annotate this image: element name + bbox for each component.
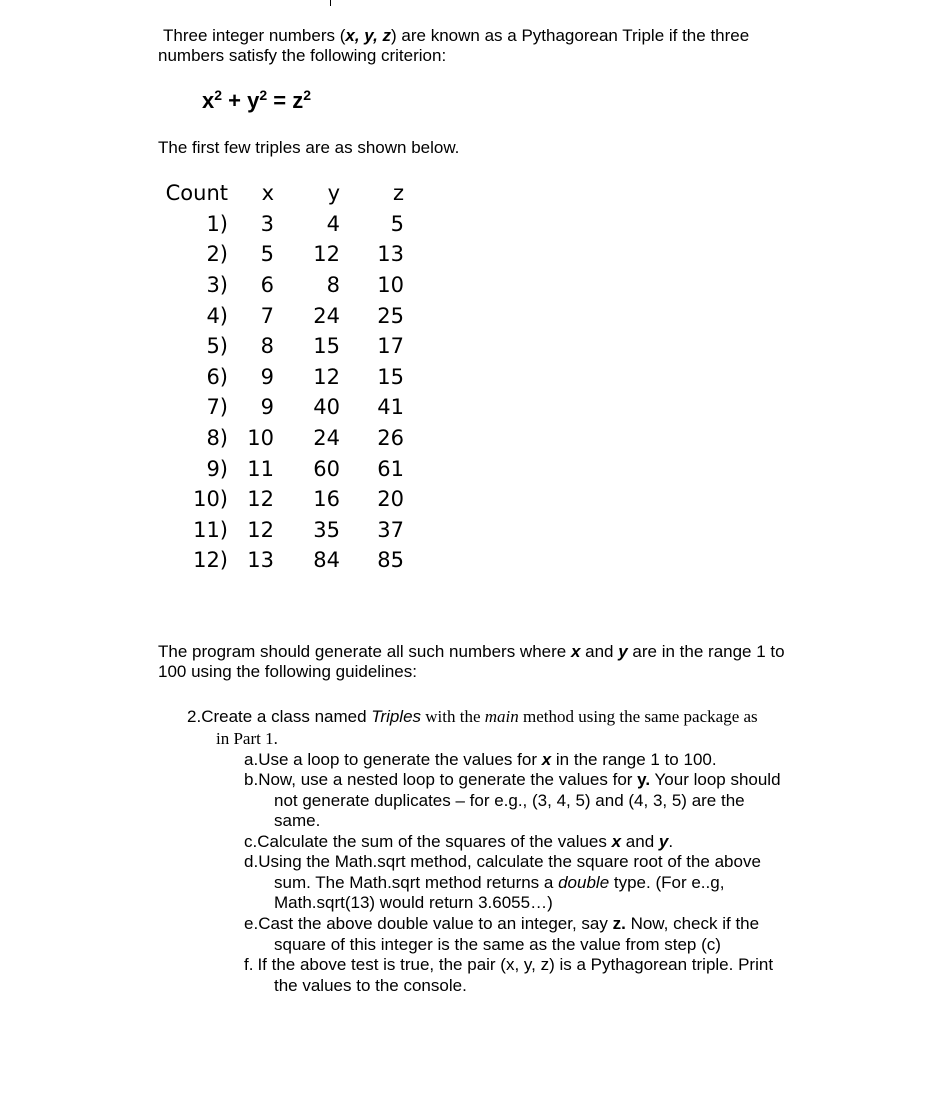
list-item-d: d.Using the Math.sqrt method, calculate the square root of the above sum. The Math.sqrt method returns a double type. (For e..g, Math.sqrt(13) would return 3.6055…) (244, 852, 761, 913)
cell-count: 6) (206, 364, 228, 389)
table-row (158, 239, 404, 270)
cell-z: 10 (377, 273, 404, 298)
cell-z: 37 (377, 517, 404, 542)
cell-count: 5) (206, 334, 228, 359)
cell-y: 16 (313, 487, 340, 512)
cell-y: 8 (326, 273, 340, 298)
table-row (158, 515, 404, 546)
cell-x: 8 (260, 334, 274, 359)
cell-x: 5 (260, 242, 274, 267)
table-row (158, 331, 404, 362)
cell-x: 10 (247, 426, 274, 451)
cell-z: 25 (377, 303, 404, 328)
intro-vars: x, y, z (345, 26, 392, 45)
cell-z: 20 (377, 487, 404, 512)
cell-y: 60 (313, 456, 340, 481)
cell-y: 84 (313, 548, 340, 573)
cell-count: 3) (206, 273, 228, 298)
intro-line-2: numbers satisfy the following criterion: (158, 46, 447, 65)
cell-z: 85 (377, 548, 404, 573)
col-header-y: y (327, 181, 340, 206)
cell-z: 41 (377, 395, 404, 420)
table-row (158, 453, 404, 484)
cell-y: 15 (313, 334, 340, 359)
cell-x: 12 (247, 487, 274, 512)
list-item-b: b.Now, use a nested loop to generate the values for y. Your loop should not generate duplicates – for e.g., (3, 4, 5) and (4, 3, 5) are the same. (244, 770, 781, 831)
col-header-count: Count (165, 181, 228, 206)
cell-x: 9 (260, 395, 274, 420)
table-row (158, 484, 404, 515)
table-row (158, 300, 404, 331)
cell-x: 7 (260, 303, 274, 328)
cell-count: 4) (206, 303, 228, 328)
cell-y: 12 (313, 242, 340, 267)
step-2-line-1: 2.Create a class named Triples with the main method using the same package as (187, 707, 758, 726)
cell-count: 9) (206, 456, 228, 481)
cell-x: 6 (260, 273, 274, 298)
table-row (158, 423, 404, 454)
cell-y: 12 (313, 364, 340, 389)
cell-y: 35 (313, 517, 340, 542)
list-item-f: f. If the above test is true, the pair (x, y, z) is a Pythagorean triple. Print the values to the console. (244, 955, 774, 995)
intro-line-1: Three integer numbers (x, y, z) are known as a Pythagorean Triple if the three (163, 26, 750, 45)
table-row (158, 270, 404, 301)
cell-x: 11 (247, 456, 274, 481)
cell-x: 3 (260, 211, 274, 236)
cell-y: 4 (326, 211, 340, 236)
table-row (158, 362, 404, 393)
cell-z: 61 (377, 456, 404, 481)
list-item-c: c.Calculate the sum of the squares of the values x and y. (244, 832, 674, 851)
table-row (158, 209, 404, 240)
table-row (158, 545, 404, 576)
col-header-z: z (392, 181, 404, 206)
page-edge-mark (330, 0, 331, 6)
cell-z: 26 (377, 426, 404, 451)
list-item-a: a.Use a loop to generate the values for x in the range 1 to 100. (244, 750, 717, 769)
program-line-2: 100 using the following guidelines: (158, 662, 417, 681)
cell-count: 2) (206, 242, 228, 267)
program-line-1: The program should generate all such numbers where x and y are in the range 1 to (158, 642, 785, 661)
cell-z: 5 (390, 211, 404, 236)
list-item-e: e.Cast the above double value to an integer, say z. Now, check if the square of this integer is the same as the value from step (c) (244, 914, 760, 954)
cell-count: 1) (206, 211, 228, 236)
table-intro: The first few triples are as shown below. (158, 138, 460, 157)
cell-y: 24 (313, 303, 340, 328)
triples-table (158, 178, 404, 576)
cell-count: 11) (193, 517, 228, 542)
cell-y: 40 (313, 395, 340, 420)
pythagorean-equation: $x^2 + y^2 = z^2$ (202, 87, 312, 113)
col-header-x: x (261, 181, 274, 206)
cell-x: 9 (260, 364, 274, 389)
step-2-line-2: in Part 1. (216, 729, 278, 748)
table-row (158, 392, 404, 423)
cell-count: 8) (206, 426, 228, 451)
cell-count: 7) (206, 395, 228, 420)
cell-z: 17 (377, 334, 404, 359)
table-header-row (158, 178, 404, 209)
cell-z: 15 (377, 364, 404, 389)
cell-x: 12 (247, 517, 274, 542)
cell-count: 10) (193, 487, 228, 512)
cell-x: 13 (247, 548, 274, 573)
cell-y: 24 (313, 426, 340, 451)
cell-count: 12) (193, 548, 228, 573)
cell-z: 13 (377, 242, 404, 267)
